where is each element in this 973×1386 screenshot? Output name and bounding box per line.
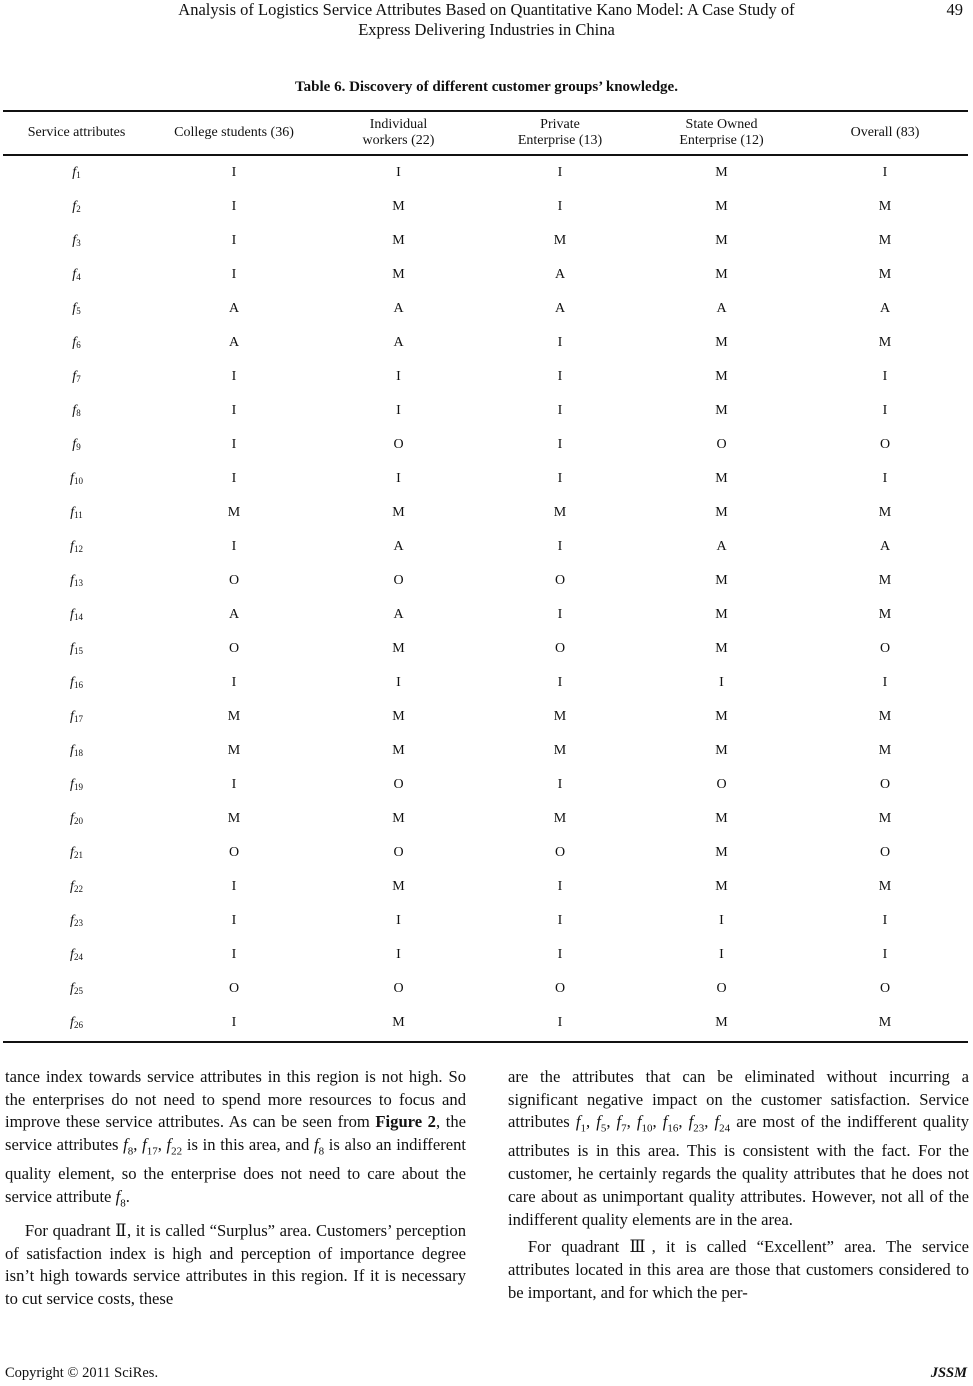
attribute-symbol: $f_{23}$ (688, 1112, 705, 1135)
kano-category-cell: M (878, 811, 892, 826)
kano-category-cell: O (879, 641, 891, 656)
kano-category-cell: O (554, 573, 566, 588)
kano-category-cell: I (882, 675, 888, 690)
kano-category-cell: I (231, 1015, 237, 1030)
table-bottom-rule (3, 1041, 968, 1043)
kano-category-cell: I (396, 471, 401, 486)
kano-category-cell: I (231, 879, 237, 894)
service-attribute-cell: $f_{25}$ (70, 981, 83, 996)
kano-category-cell: O (554, 981, 566, 996)
kano-category-cell: O (228, 845, 240, 860)
kano-category-cell: I (396, 675, 401, 690)
service-attribute-cell: $f_3$ (72, 233, 81, 248)
service-attribute-cell: $f_{11}$ (70, 505, 83, 520)
kano-category-cell: I (231, 199, 237, 214)
table-row (3, 802, 968, 836)
kano-category-cell: O (716, 437, 727, 452)
table-row (3, 734, 968, 768)
column-header (641, 111, 802, 154)
kano-category-cell: I (396, 403, 401, 418)
kano-category-cell: O (393, 845, 404, 860)
column-header (318, 111, 479, 154)
table-row (3, 258, 968, 292)
kano-category-cell: M (878, 879, 892, 894)
kano-category-cell: A (393, 301, 404, 316)
table-row (3, 938, 968, 972)
kano-category-cell: O (228, 641, 240, 656)
table-row (3, 1006, 968, 1040)
kano-category-cell: I (719, 913, 724, 928)
kano-category-cell: I (231, 165, 237, 180)
kano-category-cell: A (393, 335, 404, 350)
kano-category-cell: A (879, 301, 891, 316)
column-header-line: Private (540, 116, 580, 132)
table-row (3, 530, 968, 564)
kano-category-cell: A (554, 267, 566, 282)
kano-category-cell: M (715, 879, 728, 894)
kano-category-cell: M (392, 1015, 405, 1030)
kano-category-cell: M (878, 1015, 892, 1030)
kano-category-cell: I (882, 165, 888, 180)
kano-category-cell: O (716, 777, 727, 792)
kano-category-cell: I (231, 267, 237, 282)
kano-category-cell: O (393, 573, 404, 588)
kano-category-cell: I (231, 233, 237, 248)
service-attribute-cell: $f_{21}$ (70, 845, 83, 860)
attribute-symbol: $f_1$ (575, 1112, 586, 1135)
kano-category-cell: M (227, 811, 241, 826)
table-row (3, 564, 968, 598)
attribute-symbol: $f_{10}$ (636, 1112, 653, 1135)
table-row (3, 700, 968, 734)
service-attribute-cell: $f_{12}$ (70, 539, 83, 554)
paragraph-left-2: For quadrant Ⅱ, it is called “Surplus” area. Customers’ perception of satisfaction index is high and perception of importance degree isn’t high towards service attributes in this region. If it is necessary to cut service costs, these (5, 1220, 466, 1308)
service-attribute-cell: $f_{26}$ (70, 1015, 83, 1030)
kano-category-cell: M (878, 505, 892, 520)
kano-category-cell: M (392, 743, 405, 758)
kano-category-cell: M (392, 233, 405, 248)
kano-category-cell: M (715, 845, 728, 860)
table-row (3, 326, 968, 360)
column-header (3, 111, 150, 154)
kano-category-cell: I (882, 403, 888, 418)
table-caption: Table 6. Discovery of different customer groups’ knowledge. (295, 79, 678, 95)
running-head-title-line1: Analysis of Logistics Service Attributes Based on Quantitative Kano Model: A Case Study of (178, 0, 795, 19)
kano-category-cell: M (715, 233, 728, 248)
service-attribute-cell: $f_4$ (72, 267, 81, 282)
kano-category-cell: I (557, 199, 563, 214)
kano-category-cell: A (228, 607, 240, 622)
paragraph-left-1: tance index towards service attributes in this region is not high. So the enterprises do not need to spend more resources to focus and improve these service attributes. As can be seen from Figure 2, the service attributes $f_8$, $f_{17}$, $f_{22}$ is in this area, and $f_8$ is also an indifferent quality element, so the enterprise does not need to care about the service attribute $f_8$. (5, 1067, 466, 1210)
kano-category-cell: M (392, 199, 405, 214)
attribute-symbol: $f_8$ (313, 1135, 325, 1158)
service-attribute-cell: $f_{20}$ (70, 811, 83, 826)
table-row (3, 496, 968, 530)
kano-category-cell: O (879, 437, 891, 452)
kano-category-cell: O (879, 845, 891, 860)
column-header-line: Service attributes (27, 124, 126, 140)
kano-category-cell: M (715, 573, 728, 588)
kano-category-cell: M (878, 267, 892, 282)
kano-category-cell: M (553, 811, 567, 826)
kano-category-cell: I (396, 913, 401, 928)
kano-category-cell: M (553, 709, 567, 724)
service-attribute-cell: $f_9$ (72, 437, 81, 452)
kano-category-cell: M (553, 743, 567, 758)
table-row (3, 632, 968, 666)
table-row (3, 428, 968, 462)
kano-category-cell: M (392, 505, 405, 520)
column-header-line: workers (22) (362, 132, 435, 148)
kano-category-cell: O (554, 845, 566, 860)
kano-category-cell: I (396, 947, 401, 962)
body-column-right (508, 1066, 969, 1304)
kano-category-cell: O (554, 641, 566, 656)
kano-category-cell: I (231, 471, 237, 486)
kano-category-cell: O (393, 777, 404, 792)
service-attribute-cell: $f_{15}$ (70, 641, 83, 656)
kano-category-cell: I (396, 165, 401, 180)
attribute-symbol: $f_7$ (616, 1112, 627, 1135)
kano-category-cell: M (392, 641, 405, 656)
kano-category-cell: M (715, 199, 728, 214)
kano-category-cell: M (878, 233, 892, 248)
service-attribute-cell: $f_{24}$ (70, 947, 83, 962)
footer-copyright: Copyright © 2011 SciRes. (5, 1365, 159, 1381)
kano-category-cell: M (715, 1015, 728, 1030)
kano-category-cell: I (557, 539, 563, 554)
kano-category-cell: I (231, 539, 237, 554)
kano-category-cell: M (715, 811, 728, 826)
column-header-line: Enterprise (12) (679, 132, 764, 148)
kano-category-cell: A (228, 335, 240, 350)
attribute-symbol: $f_{17}$ (142, 1135, 158, 1158)
kano-category-cell: M (553, 505, 567, 520)
table-row (3, 154, 968, 190)
attribute-symbol: $f_5$ (596, 1112, 607, 1135)
table-row (3, 598, 968, 632)
kano-category-cell: I (557, 165, 563, 180)
kano-category-cell: O (228, 573, 240, 588)
kano-category-cell: I (882, 471, 888, 486)
service-attribute-cell: $f_{17}$ (70, 709, 83, 724)
kano-category-cell: I (231, 369, 237, 384)
table-row (3, 394, 968, 428)
column-header-line: Individual (369, 116, 428, 132)
kano-category-cell: M (227, 743, 241, 758)
kano-category-cell: I (557, 403, 563, 418)
kano-category-cell: M (715, 607, 728, 622)
column-header-line: College students (36) (174, 124, 294, 140)
kano-category-cell: I (557, 777, 563, 792)
kano-category-cell: I (231, 675, 237, 690)
kano-category-cell: I (231, 403, 237, 418)
table-row (3, 972, 968, 1006)
service-attribute-cell: $f_{10}$ (70, 471, 83, 486)
table-header-row (3, 111, 968, 154)
kano-category-cell: M (227, 709, 241, 724)
paragraph-right-1: are the attributes that can be eliminated without incurring a significant negative impact on the customer satisfaction. Service attributes $f_1$, $f_5$, $f_7$, $f_{10}$, $f_{16}$, $f_{23}$, $f_{24}$ are most of the indifferent quality attributes is in this area. This is consistent with the fact. For the customer, he certainly regards the quality attributes that he does not care about as unimportant quality attributes. However, not all of the indifferent quality elements are in the area. (508, 1067, 970, 1229)
kano-category-cell: I (557, 913, 563, 928)
kano-category-cell: A (228, 301, 240, 316)
kano-category-cell: M (878, 335, 892, 350)
kano-category-cell: M (878, 709, 892, 724)
footer-journal: JSSM (930, 1365, 967, 1381)
attribute-symbol: $f_8$ (115, 1186, 126, 1210)
kano-category-cell: A (554, 301, 566, 316)
table-row (3, 360, 968, 394)
service-attribute-cell: $f_{16}$ (70, 675, 83, 690)
attribute-symbol: $f_{16}$ (662, 1112, 679, 1135)
kano-category-cell: I (231, 777, 237, 792)
kano-category-cell: I (557, 369, 563, 384)
kano-category-cell: O (393, 437, 404, 452)
kano-category-cell: I (557, 471, 563, 486)
paragraph-right-2: For quadrant Ⅲ, it is called “Excellent” area. The service attributes located in this area are those that customers considered to be important, and for which the per- (508, 1237, 969, 1302)
column-header (802, 111, 968, 154)
kano-category-cell: M (715, 641, 728, 656)
body-column-left (5, 1066, 466, 1311)
table-row (3, 768, 968, 802)
table-body (3, 154, 968, 1040)
kano-category-cell: M (715, 267, 728, 282)
kano-category-cell: M (392, 709, 405, 724)
kano-category-cell: M (715, 505, 728, 520)
service-attribute-cell: $f_8$ (72, 403, 81, 418)
table-row (3, 870, 968, 904)
kano-category-cell: M (553, 233, 567, 248)
kano-category-cell: M (715, 709, 728, 724)
service-attribute-cell: $f_{14}$ (70, 607, 83, 622)
kano-classification-table (3, 111, 968, 1040)
attribute-symbol: $f_{22}$ (166, 1135, 183, 1158)
table-row (3, 904, 968, 938)
kano-category-cell: M (715, 165, 728, 180)
kano-category-cell: A (879, 539, 891, 554)
service-attribute-cell: $f_{13}$ (70, 573, 83, 588)
kano-category-cell: A (393, 539, 404, 554)
service-attribute-cell: $f_{18}$ (70, 743, 83, 758)
kano-category-cell: O (228, 981, 240, 996)
kano-category-cell: I (719, 675, 724, 690)
running-head-title-line2: Express Delivering Industries in China (358, 20, 615, 39)
kano-category-cell: M (715, 743, 728, 758)
service-attribute-cell: $f_1$ (72, 165, 81, 180)
kano-category-cell: O (879, 981, 891, 996)
kano-category-cell: M (715, 335, 728, 350)
kano-category-cell: I (882, 369, 888, 384)
service-attribute-cell: $f_5$ (72, 301, 81, 316)
figure-reference: Figure 2 (375, 1112, 436, 1132)
kano-category-cell: A (716, 301, 727, 316)
kano-category-cell: O (879, 777, 891, 792)
table-row (3, 836, 968, 870)
kano-category-cell: M (715, 471, 728, 486)
service-attribute-cell: $f_6$ (72, 335, 81, 350)
kano-category-cell: M (392, 879, 405, 894)
kano-category-cell: I (557, 437, 563, 452)
table-row (3, 292, 968, 326)
service-attribute-cell: $f_2$ (72, 199, 81, 214)
kano-category-cell: I (882, 913, 888, 928)
table-row (3, 190, 968, 224)
kano-category-cell: M (878, 199, 892, 214)
service-attribute-cell: $f_{19}$ (70, 777, 83, 792)
kano-category-cell: O (393, 981, 404, 996)
attribute-symbol: $f_{24}$ (714, 1112, 731, 1135)
kano-category-cell: M (878, 743, 892, 758)
kano-category-cell: I (557, 879, 563, 894)
column-header (150, 111, 318, 154)
kano-category-cell: I (719, 947, 724, 962)
kano-category-cell: I (557, 947, 563, 962)
kano-category-cell: M (878, 607, 892, 622)
column-header-line: Overall (83) (850, 124, 920, 140)
service-attribute-cell: $f_{22}$ (70, 879, 83, 894)
table-row (3, 224, 968, 258)
kano-category-cell: I (231, 437, 237, 452)
column-header (479, 111, 641, 154)
page-number: 49 (946, 0, 963, 19)
table-row (3, 666, 968, 700)
attribute-symbol: $f_8$ (123, 1135, 134, 1158)
kano-category-cell: I (396, 369, 401, 384)
kano-category-cell: M (392, 267, 405, 282)
service-attribute-cell: $f_{23}$ (70, 913, 83, 928)
kano-category-cell: I (557, 607, 563, 622)
kano-category-cell: M (227, 505, 241, 520)
kano-category-cell: M (715, 403, 728, 418)
kano-category-cell: M (878, 573, 892, 588)
kano-category-cell: I (231, 947, 237, 962)
kano-category-cell: I (882, 947, 888, 962)
kano-category-cell: M (392, 811, 405, 826)
kano-category-cell: A (716, 539, 727, 554)
kano-category-cell: O (716, 981, 727, 996)
table-row (3, 462, 968, 496)
kano-category-cell: I (231, 913, 237, 928)
kano-category-cell: M (715, 369, 728, 384)
kano-category-cell: A (393, 607, 404, 622)
service-attribute-cell: $f_7$ (72, 369, 81, 384)
kano-category-cell: I (557, 675, 563, 690)
column-header-line: State Owned (685, 116, 758, 132)
kano-category-cell: I (557, 335, 563, 350)
column-header-line: Enterprise (13) (517, 132, 603, 148)
kano-category-cell: I (557, 1015, 563, 1030)
